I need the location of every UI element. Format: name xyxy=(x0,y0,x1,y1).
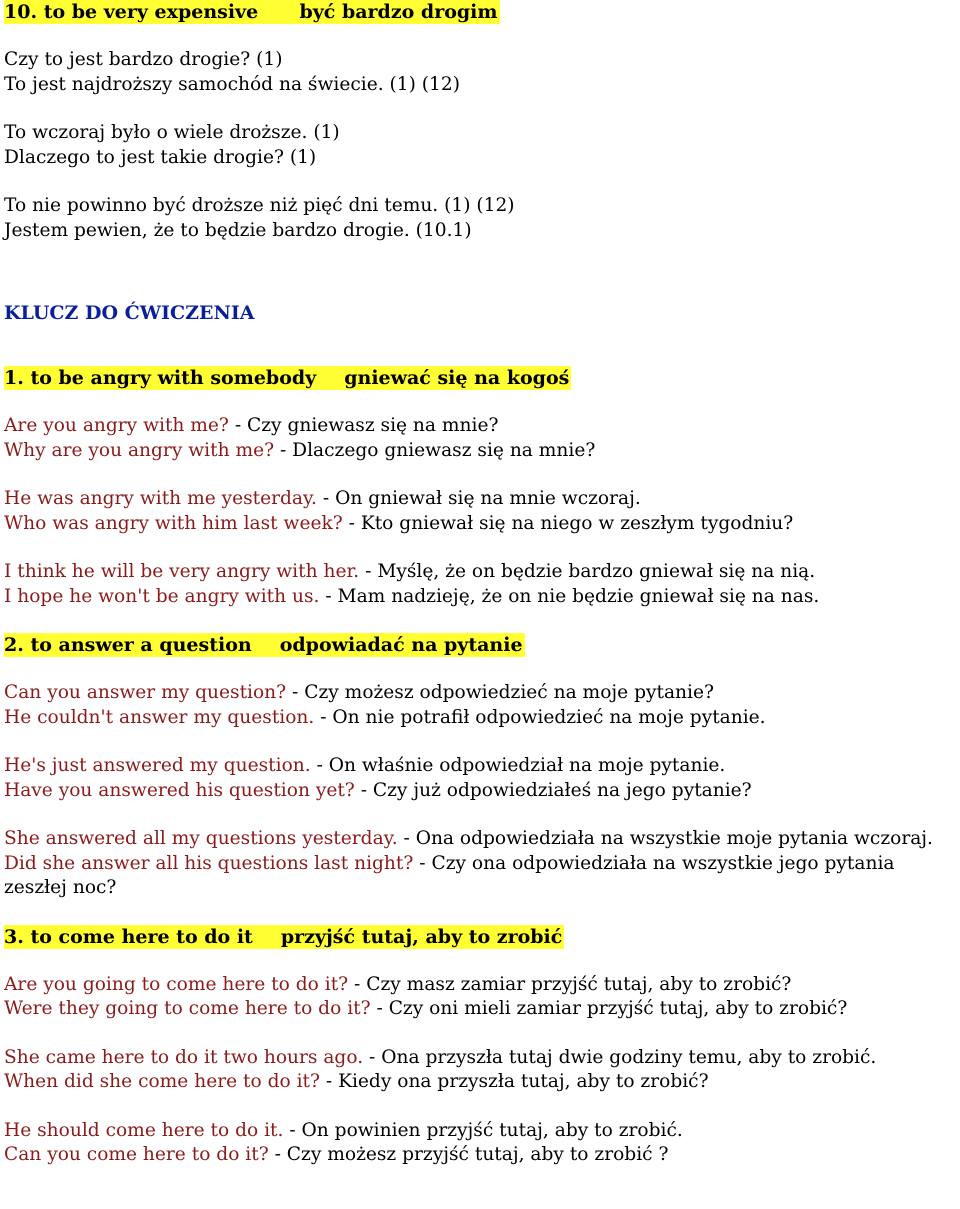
sentence: Dlaczego to jest takie drogie? (1) xyxy=(4,146,317,168)
translation-pair xyxy=(4,973,960,998)
polish-translation: - Czy możesz przyjść tutaj, aby to zrobić ? xyxy=(268,1144,669,1165)
polish-translation: - Czy ona odpowiedziała na wszystkie jego pytania zeszłej noc? xyxy=(4,852,895,898)
english-sentence: When did she come here to do it? xyxy=(4,1071,320,1092)
polish-translation: - Czy masz zamiar przyjść tutaj, aby to zrobić? xyxy=(348,973,792,995)
translation-pair xyxy=(4,512,960,537)
english-sentence: He couldn't answer my question. xyxy=(4,706,315,728)
english-sentence: He's just answered my question. xyxy=(4,755,311,776)
english-sentence: I hope he won't be angry with us. xyxy=(4,585,320,607)
translation-pair xyxy=(4,779,960,804)
translation-pair xyxy=(4,560,960,585)
translation-pair xyxy=(4,997,960,1022)
polish-translation: - Kiedy ona przyszła tutaj, aby to zrobić? xyxy=(319,1071,709,1092)
heading-number: 1. xyxy=(4,367,31,389)
section-heading xyxy=(4,366,571,390)
heading-english: to come here to do it xyxy=(30,925,253,948)
heading-english: to answer a question xyxy=(30,634,252,656)
heading-english: to be angry with somebody xyxy=(30,367,317,389)
polish-translation: - Dlaczego gniewasz się na mnie? xyxy=(274,439,596,461)
heading-number: 10. xyxy=(4,1,38,23)
polish-translation: - On powinien przyjść tutaj, aby to zrobić. xyxy=(283,1119,683,1141)
english-sentence: Who was angry with him last week? xyxy=(4,512,343,534)
english-sentence: Why are you angry with me? xyxy=(4,439,275,461)
polish-translation: - Czy gniewasz się na mnie? xyxy=(228,415,499,436)
heading-separator xyxy=(253,925,281,949)
english-sentence: Can you answer my question? xyxy=(4,682,287,703)
polish-translation: - Ona odpowiedziała na wszystkie moje pytania wczoraj. xyxy=(397,828,933,849)
polish-translation: - Czy już odpowiedziałeś na jego pytanie? xyxy=(354,779,752,801)
polish-translation: - On właśnie odpowiedział na moje pytanie. xyxy=(310,755,726,776)
sentence: Jestem pewien, że to będzie bardzo drogie. (10.1) xyxy=(4,219,472,241)
translation-pair xyxy=(4,585,960,610)
section-heading xyxy=(4,633,525,657)
polish-translation: - Mam nadzieję, że on nie będzie gniewał się na nas. xyxy=(319,585,820,607)
english-sentence: Are you angry with me? xyxy=(4,415,229,436)
sentence: To nie powinno być droższe niż pięć dni temu. (1) (12) xyxy=(4,195,515,216)
english-sentence: Have you answered his question yet? xyxy=(4,779,355,801)
translation-pair xyxy=(4,1143,960,1168)
english-sentence: Were they going to come here to do it? xyxy=(4,998,371,1019)
sentence: Czy to jest bardzo drogie? (1) xyxy=(4,49,283,70)
translation-pair xyxy=(4,754,960,779)
translation-pair xyxy=(4,487,960,512)
english-sentence: Did she answer all his questions last night? xyxy=(4,852,414,874)
heading-polish: odpowiadać na pytanie xyxy=(279,634,523,656)
english-sentence: He was angry with me yesterday. xyxy=(4,488,317,509)
section-heading xyxy=(4,0,500,24)
english-sentence: He should come here to do it. xyxy=(4,1119,284,1141)
english-sentence: I think he will be very angry with her. xyxy=(4,561,360,582)
translation-pair xyxy=(4,827,960,852)
english-sentence: She answered all my questions yesterday. xyxy=(4,828,398,849)
heading-number: 3. xyxy=(4,925,31,948)
translation-pair xyxy=(4,1070,960,1095)
translation-pair xyxy=(4,706,960,731)
english-sentence: She came here to do it two hours ago. xyxy=(4,1046,364,1068)
polish-translation: - On gniewał się na mnie wczoraj. xyxy=(316,488,641,509)
translation-pair xyxy=(4,1119,960,1144)
answer-key-title: KLUCZ DO ĆWICZENIA xyxy=(4,302,255,324)
answer-key-section xyxy=(4,633,960,925)
heading-polish: przyjść tutaj, aby to zrobić xyxy=(280,925,563,948)
polish-translation: - Kto gniewał się na niego w zeszłym tygodniu? xyxy=(342,512,794,534)
answer-key-section xyxy=(4,925,960,1168)
heading-separator xyxy=(265,0,293,24)
heading-separator xyxy=(252,633,280,657)
translation-pair xyxy=(4,852,954,901)
sentence: To wczoraj było o wiele droższe. (1) xyxy=(4,122,340,143)
english-sentence: Can you come here to do it? xyxy=(4,1144,269,1165)
heading-separator xyxy=(316,366,344,390)
answer-key-sections xyxy=(4,366,960,1168)
translation-pair xyxy=(4,681,960,706)
polish-translation: - Myślę, że on będzie bardzo gniewał się na nią. xyxy=(359,561,816,582)
sentence: To jest najdroższy samochód na świecie. (1) (12) xyxy=(4,73,460,95)
polish-translation: - Ona przyszła tutaj dwie godziny temu, aby to zrobić. xyxy=(363,1046,877,1068)
translation-pair xyxy=(4,414,960,439)
heading-english: to be very expensive xyxy=(43,1,259,23)
english-sentence: Are you going to come here to do it? xyxy=(4,973,349,995)
heading-polish: być bardzo drogim xyxy=(299,1,498,23)
polish-translation: - Czy możesz odpowiedzieć na moje pytanie? xyxy=(286,682,714,703)
section-10 xyxy=(4,0,960,243)
heading-number: 2. xyxy=(4,634,31,656)
polish-translation: - Czy oni mieli zamiar przyjść tutaj, aby to zrobić? xyxy=(370,998,848,1019)
heading-polish: gniewać się na kogoś xyxy=(344,367,570,389)
translation-pair xyxy=(4,439,960,464)
answer-key-section xyxy=(4,366,960,633)
section-heading xyxy=(4,925,564,949)
translation-pair xyxy=(4,1046,960,1071)
polish-translation: - On nie potrafił odpowiedzieć na moje pytanie. xyxy=(314,706,766,728)
